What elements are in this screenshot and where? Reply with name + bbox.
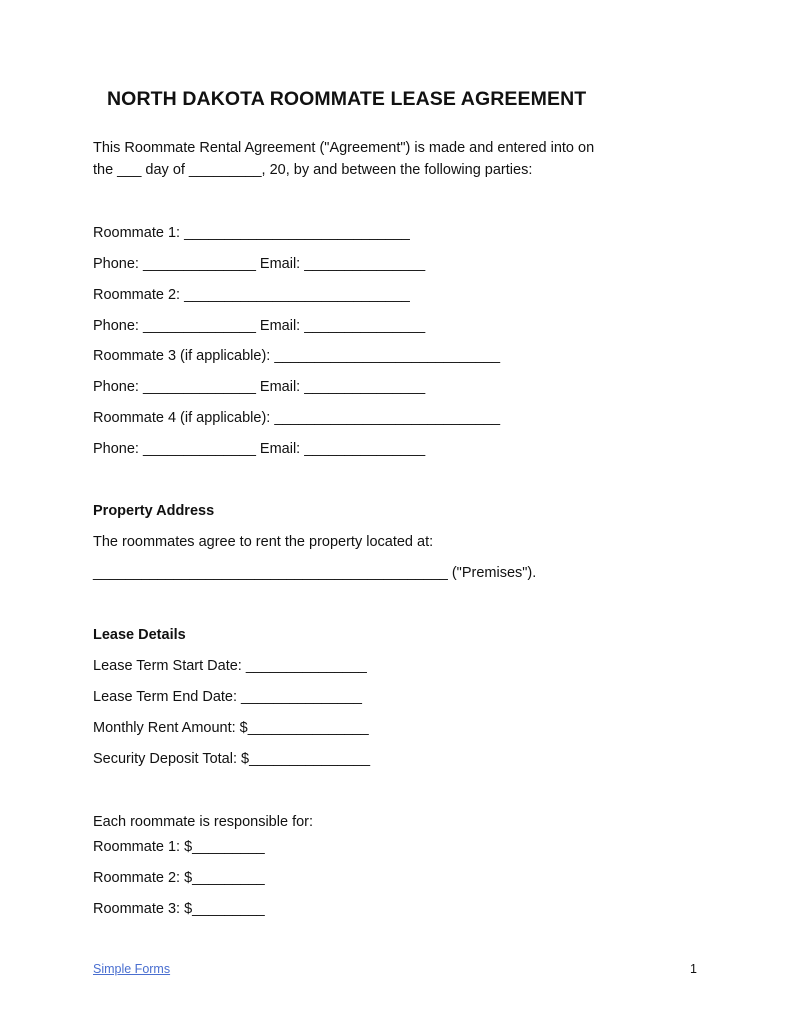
roommate-1-line: Roommate 1: ____________________________ xyxy=(93,225,410,241)
responsibility-intro: Each roommate is responsible for: xyxy=(93,814,314,830)
document-title: NORTH DAKOTA ROOMMATE LEASE AGREEMENT xyxy=(107,88,587,110)
lease-start-date-line: Lease Term Start Date: _______________ xyxy=(93,658,367,674)
roommate-2-share-line: Roommate 2: $_________ xyxy=(93,870,265,886)
simple-forms-link[interactable]: Simple Forms xyxy=(93,962,171,976)
lease-details-heading: Lease Details xyxy=(93,627,186,643)
property-text: The roommates agree to rent the property located at: xyxy=(93,534,434,550)
page-number: 1 xyxy=(690,962,697,976)
roommate-4-contact-line: Phone: ______________ Email: _______________ xyxy=(93,441,426,457)
lease-end-date-line: Lease Term End Date: _______________ xyxy=(93,689,363,705)
roommate-1-contact-line: Phone: ______________ Email: _______________ xyxy=(93,256,426,272)
roommate-3-share-line: Roommate 3: $_________ xyxy=(93,901,265,917)
monthly-rent-line: Monthly Rent Amount: $_______________ xyxy=(93,720,369,736)
intro-line-2: the ___ day of _________, 20, by and between the following parties: xyxy=(93,162,533,178)
roommate-3-contact-line: Phone: ______________ Email: _______________ xyxy=(93,379,426,395)
property-blank-line: ____________________________________________ ("Premises"). xyxy=(93,565,537,581)
property-address-heading: Property Address xyxy=(93,503,215,519)
intro-line-1: This Roommate Rental Agreement ("Agreement") is made and entered into on xyxy=(93,140,595,156)
roommate-1-share-line: Roommate 1: $_________ xyxy=(93,839,265,855)
roommate-2-contact-line: Phone: ______________ Email: _______________ xyxy=(93,318,426,334)
security-deposit-line: Security Deposit Total: $_______________ xyxy=(93,751,371,767)
roommate-2-line: Roommate 2: ____________________________ xyxy=(93,287,410,303)
roommate-3-line: Roommate 3 (if applicable): ____________________________ xyxy=(93,348,501,364)
roommate-4-line: Roommate 4 (if applicable): ____________________________ xyxy=(93,410,501,426)
